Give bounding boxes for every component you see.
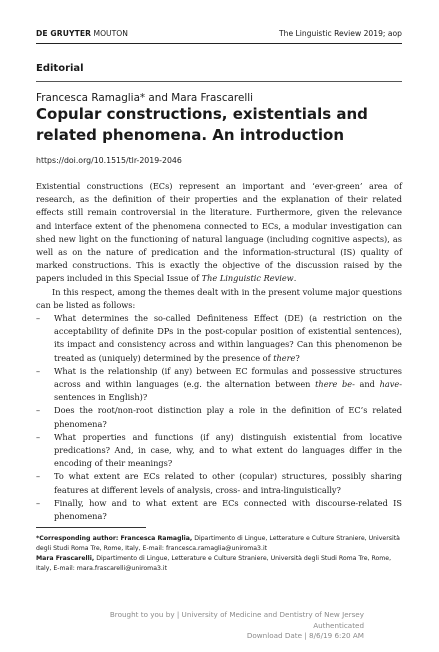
list-item: – To what extent are ECs related to other (copular) structures, possibly sharing features at different levels of analysis, cross- and intra-linguistically? — [36, 470, 402, 496]
list-item: – What is the relationship (if any) between EC formulas and possessive structures across and within languages (e.g. the alternation between there be- and have-sentences in English)? — [36, 365, 402, 405]
questions-intro-paragraph: In this respect, among the themes dealt with in the present volume major questions can be listed as follows: — [36, 286, 402, 310]
download-notice: Brought to you by | University of Medicine and Dentistry of New Jersey Authenticated Download Date | 8/6/19 6:20 AM — [109, 610, 364, 641]
doi-link[interactable]: https://doi.org/10.1515/tlr-2019-2046 — [36, 156, 182, 165]
section-label: Editorial — [36, 63, 84, 74]
header-divider — [36, 43, 402, 44]
article-body — [36, 180, 402, 523]
list-item: – Does the root/non-root distinction play a role in the definition of EC’s related phenomena? — [36, 404, 402, 430]
list-item: – What determines the so-called Definiteness Effect (DE) (a restriction on the acceptability of definite DPs in the post-copular position of existential sentences), its impact and consistency across and within languages? Can this phenomenon be treated as (uniquely) determined by the presence of there? — [36, 312, 402, 365]
list-item: – What properties and functions (if any) distinguish existential from locative predications? And, in case, why, and to what extent do languages differ in the encoding of their meanings? — [36, 431, 402, 471]
section-divider — [36, 81, 402, 82]
footnote-divider — [36, 527, 146, 528]
author-line: Francesca Ramaglia* and Mara Frascarelli — [36, 92, 254, 104]
publisher-logo: DE GRUYTER MOUTON — [36, 29, 128, 38]
author-affiliation-footnote: *Corresponding author: Francesca Ramaglia, Dipartimento di Lingue, Letterature e Culture Straniere, Università degli Studi Roma Tre, Rome, Italy, E-mail: francesca.ramaglia@uniroma3.it Mara Frascarelli, Dipartimento di Lingue, Letterature e Culture Straniere, Università degli Studi Roma Tre, Rome, Italy, E-mail: mara.frascarelli@uniroma3.it — [36, 535, 400, 572]
list-item: – Finally, how and to what extent are ECs connected with discourse-related IS phenomena? — [36, 497, 402, 523]
article-title: Copular constructions, existentials and related phenomena. An introduction — [36, 105, 368, 144]
journal-citation: The Linguistic Review 2019; aop — [279, 29, 402, 38]
running-header — [36, 29, 402, 38]
intro-paragraph: Existential constructions (ECs) represent an important and ‘ever-green’ area of research, as the definition of their properties and the explanation of their related effects still remain controversial in the literature. Furthermore, given the relevance and interface extent of the phenomena connected to ECs, a modular investigation can shed new light on the functioning of natural language (including cognitive aspects), as well as on the nature of predication and the information-structural (IS) quality of marked constructions. This is exactly the objective of the discussion raised by the papers included in this Special Issue of The Linguistic Review. — [36, 181, 402, 284]
question-list — [36, 312, 402, 523]
